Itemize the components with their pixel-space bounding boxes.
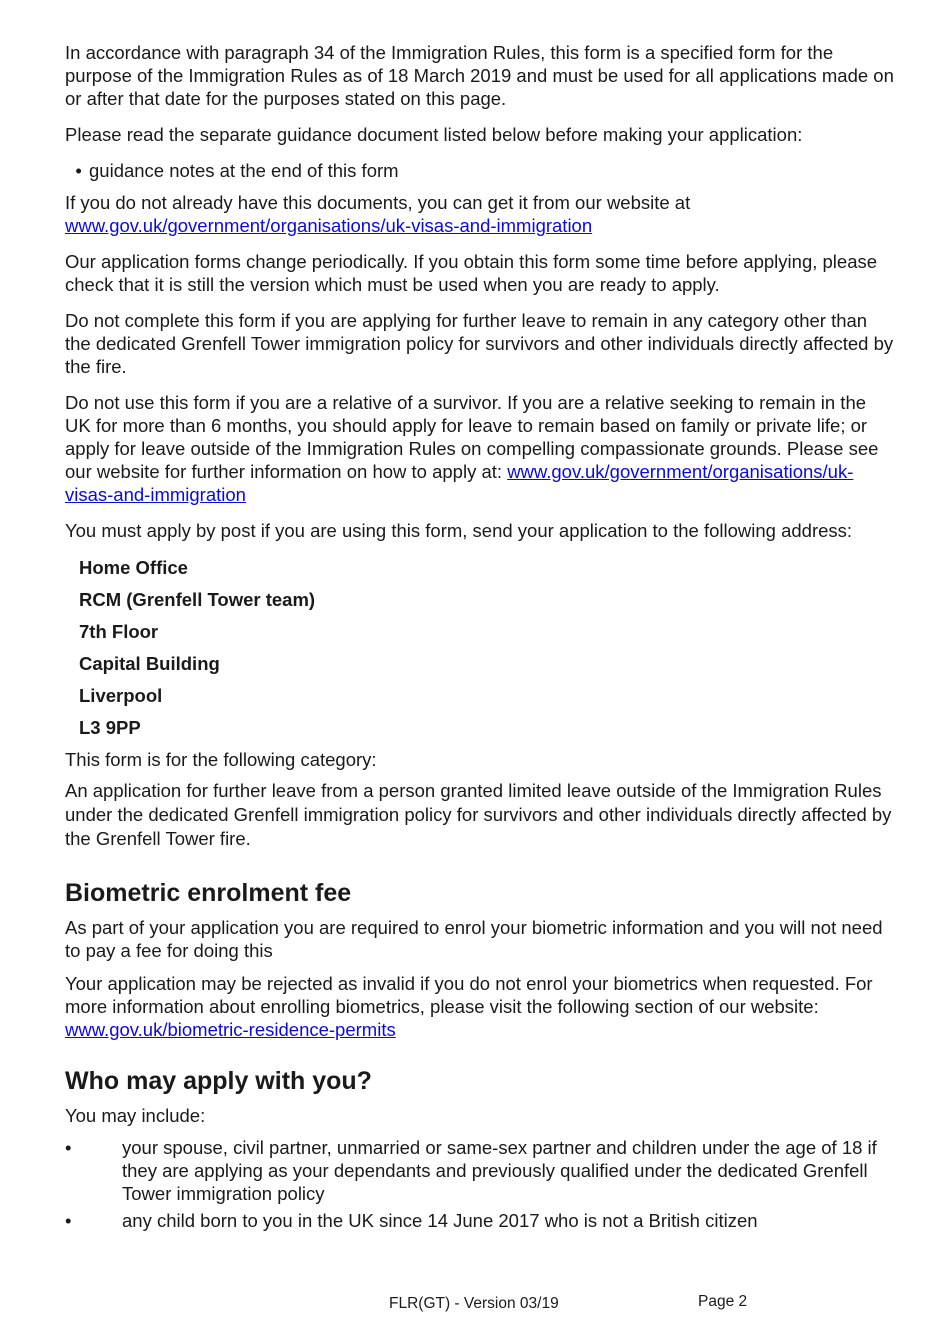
govuk-visas-link-2[interactable]: www.gov.uk/government/organisations/uk-visas-and-immigration	[65, 461, 854, 505]
guidance-list-item	[65, 159, 895, 182]
address-line: Liverpool	[79, 685, 163, 706]
do-not-complete-paragraph: Do not complete this form if you are applying for further leave to remain in any category other than the dedicated Grenfell Tower immigration policy for survivors and other individuals directly affected by the fire.	[65, 310, 894, 377]
address-line: L3 9PP	[79, 717, 141, 738]
biometric-permits-link[interactable]: www.gov.uk/biometric-residence-permits	[65, 1019, 396, 1040]
biometric-heading: Biometric enrolment fee	[65, 879, 352, 907]
who-may-apply-heading: Who may apply with you?	[65, 1067, 372, 1095]
relative-paragraph	[65, 391, 895, 506]
list-item-text: any child born to you in the UK since 14 June 2017 who is not a British citizen	[122, 1210, 758, 1231]
list-item	[65, 1209, 895, 1232]
biometric-paragraph-1: As part of your application you are required to enrol your biometric information and you will not need to pay a fee for doing this	[65, 917, 883, 961]
category-text: An application for further leave from a person granted limited leave outside of the Immigration Rules under the dedicated Grenfell immigration policy for survivors and other individuals directly affected by the Grenfell Tower fire.	[65, 780, 892, 849]
address-line: RCM (Grenfell Tower team)	[79, 589, 316, 610]
intro-paragraph-1: In accordance with paragraph 34 of the Immigration Rules, this form is a specified form for the purpose of the Immigration Rules as of 18 March 2019 and must be used for all applications made on or after that date for the purposes stated on this page.	[65, 42, 894, 109]
bullet-icon: •	[65, 1210, 72, 1231]
website-paragraph	[65, 191, 895, 237]
category-label: This form is for the following category:	[65, 749, 377, 770]
bullet-icon: •	[65, 1137, 72, 1158]
form-version: FLR(GT) - Version 03/19	[389, 1295, 559, 1312]
forms-change-paragraph: Our application forms change periodically. If you obtain this form some time before applying, please check that it is still the version which must be used when you are ready to apply.	[65, 251, 878, 295]
list-item	[65, 1136, 895, 1205]
intro-paragraph-2: Please read the separate guidance document listed below before making your application:	[65, 124, 803, 145]
govuk-visas-link[interactable]: www.gov.uk/government/organisations/uk-visas-and-immigration	[65, 215, 593, 236]
postal-address	[65, 556, 895, 739]
bullet-icon: •	[75, 160, 87, 181]
address-line: Home Office	[79, 557, 188, 578]
who-intro: You may include:	[65, 1105, 206, 1126]
form-page	[65, 41, 895, 1236]
biometric-text: Your application may be rejected as invalid if you do not enrol your biometrics when requested. For more information about enrolling biometrics, please visit the following section of our website:	[65, 973, 873, 1017]
page-number: Page 2	[698, 1293, 748, 1310]
list-item-text: your spouse, civil partner, unmarried or same-sex partner and children under the age of 18 if they are applying as your dependants and previously qualified under the dedicated Grenfell Tower immigration policy	[122, 1137, 877, 1204]
apply-by-post-paragraph: You must apply by post if you are using this form, send your application to the following address:	[65, 520, 853, 541]
address-line: 7th Floor	[79, 621, 159, 642]
address-line: Capital Building	[79, 653, 220, 674]
website-text: If you do not already have this documents, you can get it from our website at	[65, 192, 691, 213]
guidance-item-text: guidance notes at the end of this form	[89, 160, 399, 181]
relative-text: Do not use this form if you are a relative of a survivor. If you are a relative seeking to remain in the UK for more than 6 months, you should apply for leave to remain based on family or private life; or apply for leave outside of the Immigration Rules on compelling compassionate grounds. Please see our website for further information on how to apply at:	[65, 392, 879, 482]
biometric-paragraph-2	[65, 972, 895, 1041]
